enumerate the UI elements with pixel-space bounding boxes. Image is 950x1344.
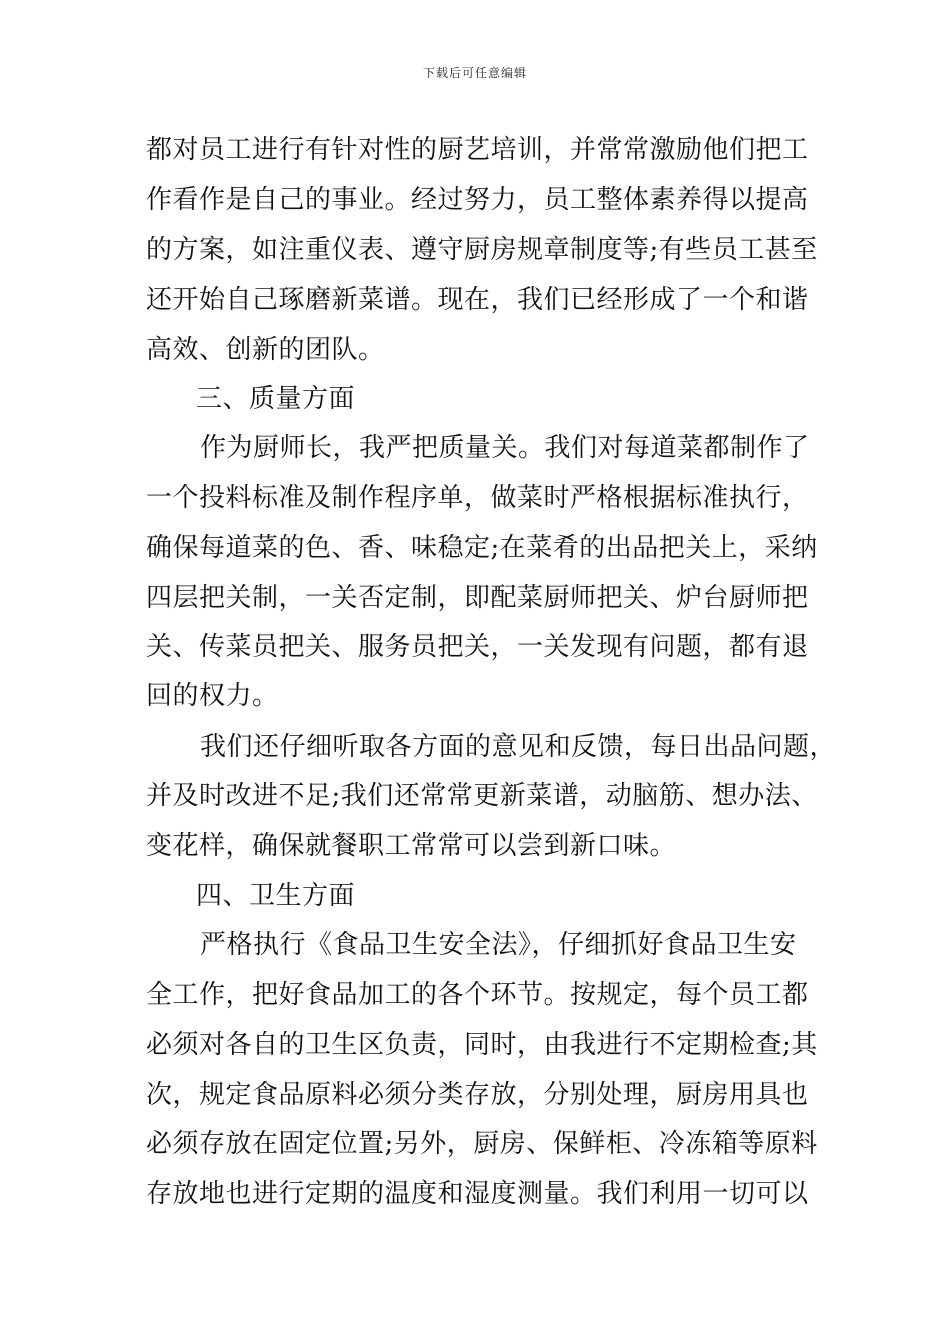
paragraph-line: 确保每道菜的色、香、味稳定;在菜肴的出品把关上，采纳 [146,533,818,563]
paragraph-line: 次，规定食品原料必须分类存放，分别处理，厨房用具也 [146,1080,809,1110]
paragraph-line: 必须存放在固定位置;另外，厨房、保鲜柜、冷冻箱等原料 [146,1129,818,1159]
section-heading-hygiene: 四、卫生方面 [196,881,356,911]
paragraph-line: 还开始自己琢磨新菜谱。现在，我们已经形成了一个和谐 [146,285,809,315]
paragraph-line: 四层把关制，一关否定制，即配菜厨师把关、炉台厨师把 [146,583,809,613]
paragraph-line: 严格执行《食品卫生安全法》，仔细抓好食品卫生安 [200,930,797,960]
paragraph-line: 变花样，确保就餐职工常常可以尝到新口味。 [146,831,677,861]
paragraph-line: 一个投料标准及制作程序单，做菜时严格根据标准执行， [146,483,809,513]
paragraph-line: 全工作，把好食品加工的各个环节。按规定，每个员工都 [146,980,809,1010]
paragraph-line: 我们还仔细听取各方面的意见和反馈，每日出品问题， [200,732,837,762]
paragraph-line: 必须对各自的卫生区负责，同时，由我进行不定期检查;其 [146,1030,818,1060]
paragraph-line: 并及时改进不足;我们还常常更新菜谱，动脑筋、想办法、 [146,781,818,811]
page-header-note: 下载后可任意编辑 [422,66,527,80]
paragraph-line: 存放地也进行定期的温度和湿度测量。我们利用一切可以 [146,1179,809,1209]
paragraph-line: 关、传菜员把关、服务员把关，一关发现有问题，都有退 [146,632,809,662]
paragraph-line: 作看作是自己的事业。经过努力，员工整体素养得以提高 [146,185,809,215]
paragraph-line: 高效、创新的团队。 [146,335,385,365]
paragraph-line: 回的权力。 [146,681,279,711]
paragraph-line: 作为厨师长，我严把质量关。我们对每道菜都制作了 [200,433,810,463]
paragraph-line: 的方案，如注重仪表、遵守厨房规章制度等;有些员工甚至 [146,235,818,265]
section-heading-quality: 三、质量方面 [196,384,356,414]
paragraph-line: 都对员工进行有针对性的厨艺培训，并常常激励他们把工 [146,135,809,165]
